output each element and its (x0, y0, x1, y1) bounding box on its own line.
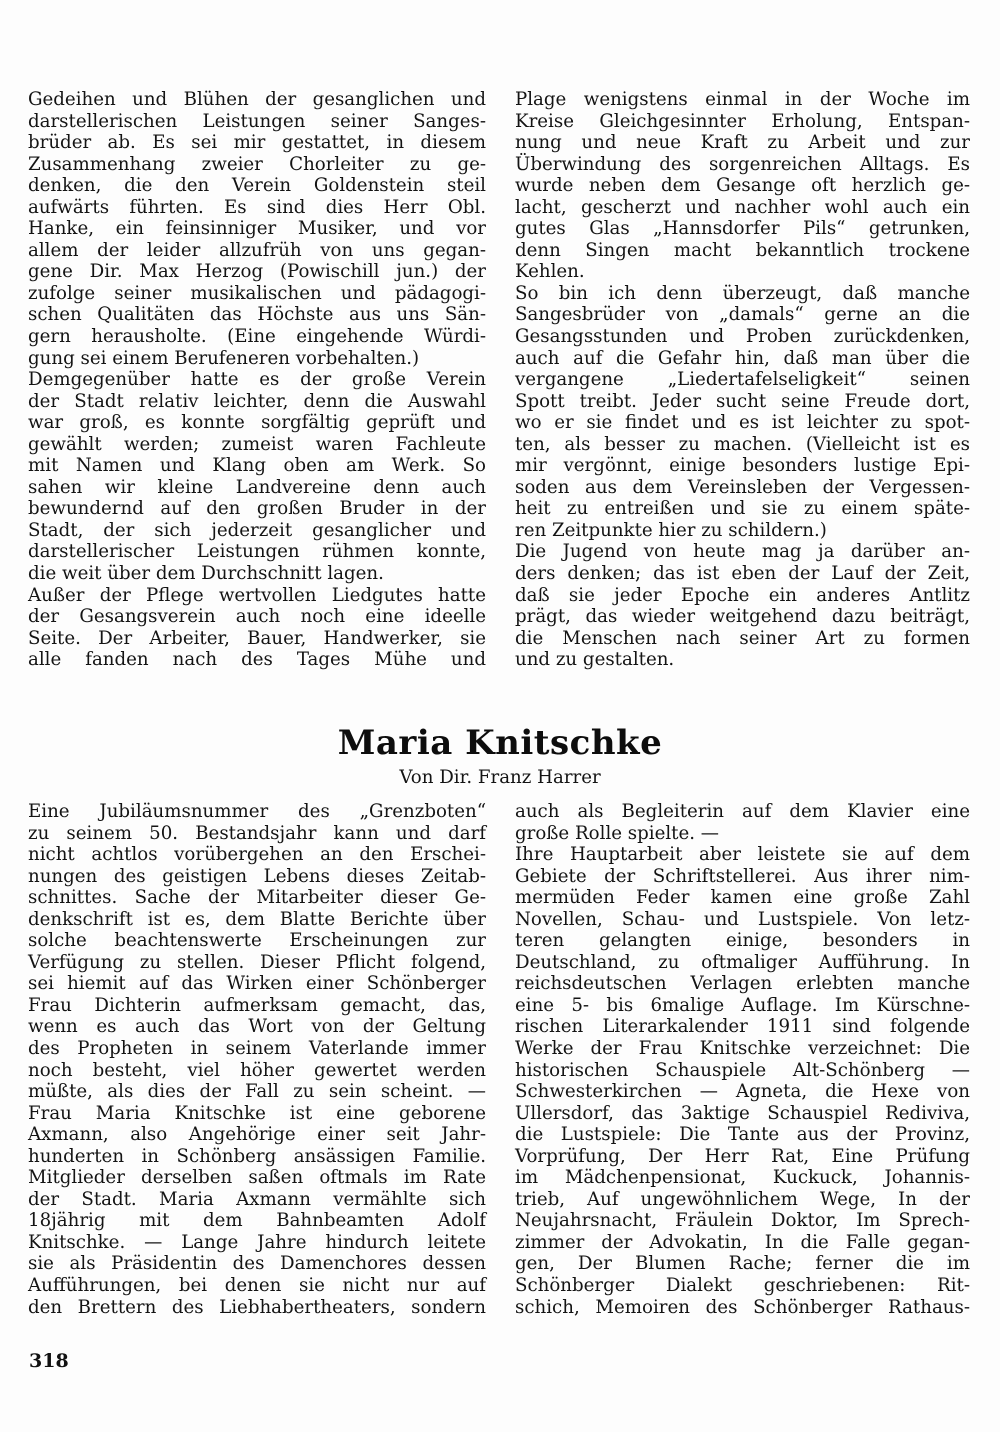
text-line: bewundernd auf den großen Bruder in der (28, 498, 486, 520)
text-line: die Menschen nach seiner Art zu formen (515, 627, 970, 649)
main-article-right-column (515, 801, 970, 1318)
text-line: Sangesbrüder von „damals“ gerne an die (515, 304, 970, 326)
text-line: Plage wenigstens einmal in der Woche im (515, 89, 970, 110)
text-line: daß sie jeder Epoche ein anderes Antlitz (515, 584, 970, 606)
text-line: nung und neue Kraft zu Arbeit und zur (515, 132, 970, 154)
text-line: lacht, gescherzt und nachher wohl auch ein (515, 196, 970, 218)
text-line: mermüden Feder kamen eine große Zahl (515, 887, 970, 909)
text-line: große Rolle spielte. — (515, 822, 719, 844)
text-line: auch als Begleiterin auf dem Klavier eine (515, 801, 970, 822)
text-line: Ihre Hauptarbeit aber leistete sie auf dem (515, 844, 970, 866)
text-line: sei hiemit auf das Wirken einer Schönberger (28, 973, 486, 995)
text-line: aufwärts führten. Es sind dies Herr Obl. (28, 196, 486, 218)
text-line: denkschrift ist es, dem Blatte Berichte über (28, 908, 486, 930)
text-line: So bin ich denn überzeugt, daß manche (515, 282, 970, 304)
text-line: der Stadt relativ leichter, denn die Auswahl (28, 390, 486, 412)
text-line: prägt, das wieder weitgehend dazu beiträgt, (515, 606, 970, 628)
text-line: sie als Präsidentin des Damenchores dessen (28, 1253, 486, 1275)
text-line: ten, als besser zu machen. (Vielleicht ist es (515, 433, 970, 455)
text-line: wurde neben dem Gesange oft herzlich ge- (515, 175, 970, 197)
text-line: schich, Memoiren des Schönberger Rathaus- (515, 1296, 970, 1318)
text-line: wo er sie findet und es ist leichter zu spot- (515, 412, 970, 434)
text-line: Stadt, der sich jederzeit gesanglicher und (28, 519, 486, 541)
text-line: mit Namen und Klang oben am Werk. So (28, 455, 486, 477)
text-line: zu seinem 50. Bestandsjahr kann und darf (28, 822, 486, 844)
text-line: gutes Glas „Hannsdorfer Pils“ getrunken, (515, 218, 970, 240)
text-line: Mitglieder derselben saßen oftmals im Rate (28, 1167, 486, 1189)
text-line: allem der leider allzufrüh von uns gegan- (28, 239, 486, 261)
text-line: Neujahrsnacht, Fräulein Doktor, Im Sprech- (515, 1210, 970, 1232)
text-line: Knitschke. — Lange Jahre hindurch leitete (28, 1231, 486, 1253)
text-line: ders denken; das ist eben der Lauf der Zeit, (515, 563, 970, 585)
text-line: brüder ab. Es sei mir gestattet, in diesem (28, 132, 486, 154)
text-line: Schwesterkirchen — Agneta, die Hexe von (515, 1081, 970, 1103)
text-line: eine 5- bis 6malige Auflage. Im Kürschne- (515, 994, 970, 1016)
text-line: trieb, Auf ungewöhnlichem Wege, In der (515, 1188, 970, 1210)
text-line: heit zu entreißen und sie zu einem späte- (515, 498, 970, 520)
text-line: die weit über dem Durchschnitt lagen. (28, 563, 384, 585)
text-line: vergangene „Liedertafelseligkeit“ seinen (515, 369, 970, 391)
text-line: gern herausholte. (Eine eingehende Würdi- (28, 326, 486, 348)
text-line: solche beachtenswerte Erscheinungen zur (28, 930, 486, 952)
text-line: sahen wir kleine Landvereine denn auch (28, 476, 486, 498)
text-line: soden aus dem Vereinsleben der Vergessen- (515, 476, 970, 498)
text-line: war groß, es konnte sorgfältig geprüft und (28, 412, 486, 434)
text-line: Werke der Frau Knitschke verzeichnet: Die (515, 1038, 970, 1060)
text-line: Gedeihen und Blühen der gesanglichen und (28, 89, 486, 110)
text-line: Spott treibt. Jeder sucht seine Freude dort, (515, 390, 970, 412)
article-byline: Von Dir. Franz Harrer (399, 767, 601, 788)
text-line: Eine Jubiläumsnummer des „Grenzboten“ (28, 801, 486, 822)
text-line: teren gelangten einige, besonders in (515, 930, 970, 952)
text-line: Kehlen. (515, 261, 585, 283)
text-line: im Mädchenpensionat, Kuckuck, Johannis- (515, 1167, 970, 1189)
text-line: alle fanden nach des Tages Mühe und (28, 649, 486, 671)
text-line: des Propheten in seinem Vaterlande immer (28, 1038, 486, 1060)
text-line: gene Dir. Max Herzog (Powischill jun.) der (28, 261, 486, 283)
text-line: Verfügung zu stellen. Dieser Pflicht folgend, (28, 951, 486, 973)
text-line: gung sei einem Berufeneren vorbehalten.) (28, 347, 420, 369)
text-line: Aufführungen, bei denen sie nicht nur auf (28, 1275, 486, 1297)
text-line: wenn es auch das Wort von der Geltung (28, 1016, 486, 1038)
text-line: Kreise Gleichgesinnter Erholung, Entspan- (515, 110, 970, 132)
text-line: Schönberger Dialekt geschriebenen: Rit- (515, 1275, 970, 1297)
text-line: zimmer der Advokatin, In die Falle gegan- (515, 1231, 970, 1253)
text-line: 18jährig mit dem Bahnbeamten Adolf (28, 1210, 486, 1232)
text-line: noch besteht, viel höher gewertet werden (28, 1059, 486, 1081)
article-title: Maria Knitschke (337, 723, 663, 763)
main-article-left-column (28, 801, 486, 1318)
text-line: der Gesangsverein auch noch eine ideelle (28, 606, 486, 628)
text-line: schen Qualitäten das Höchste aus uns Sän- (28, 304, 486, 326)
text-line: Überwindung des sorgenreichen Alltags. Es (515, 153, 970, 175)
text-line: Hanke, ein feinsinniger Musiker, und vor (28, 218, 486, 240)
text-line: Gesangsstunden und Proben zurückdenken, (515, 326, 970, 348)
text-line: darstellerischer Leistungen rühmen konnte, (28, 541, 486, 563)
top-article-right-column (515, 89, 970, 671)
text-line: denken, die den Verein Goldenstein steil (28, 175, 486, 197)
text-line: nungen des geistigen Lebens dieses Zeitab- (28, 865, 486, 887)
text-line: schnittes. Sache der Mitarbeiter dieser Ge- (28, 887, 486, 909)
text-line: Demgegenüber hatte es der große Verein (28, 369, 486, 391)
text-line: mir vergönnt, einige besonders lustige Epi- (515, 455, 970, 477)
text-line: Außer der Pflege wertvollen Liedgutes hatte (28, 584, 486, 606)
text-line: Frau Dichterin aufmerksam gemacht, das, (28, 994, 486, 1016)
text-line: darstellerischen Leistungen seiner Sanges- (28, 110, 486, 132)
text-line: Ullersdorf, das 3aktige Schauspiel Rediviva, (515, 1102, 970, 1124)
page-number: 318 (29, 1350, 69, 1372)
text-line: gewählt werden; zumeist waren Fachleute (28, 433, 486, 455)
text-line: und zu gestalten. (515, 649, 675, 671)
top-article-left-column (28, 89, 486, 671)
text-line: historischen Schauspiele Alt-Schönberg — (515, 1059, 970, 1081)
text-line: Zusammenhang zweier Chorleiter zu ge- (28, 153, 486, 175)
text-line: ren Zeitpunkte hier zu schildern.) (515, 519, 827, 541)
text-line: denn Singen macht bekanntlich trockene (515, 239, 970, 261)
text-line: hunderten in Schönberg ansässigen Familie. (28, 1145, 486, 1167)
text-line: die Lustspiele: Die Tante aus der Provinz, (515, 1124, 970, 1146)
text-line: Gebiete der Schriftstellerei. Aus ihrer nim- (515, 865, 970, 887)
text-line: reichsdeutschen Verlagen erlebten manche (515, 973, 970, 995)
text-line: Vorprüfung, Der Herr Rat, Eine Prüfung (515, 1145, 970, 1167)
text-line: den Brettern des Liebhabertheaters, sondern (28, 1296, 486, 1318)
text-line: Deutschland, zu oftmaliger Aufführung. In (515, 951, 970, 973)
text-line: Seite. Der Arbeiter, Bauer, Handwerker, sie (28, 627, 486, 649)
text-line: müßte, als dies der Fall zu sein scheint. — (28, 1081, 486, 1103)
text-line: rischen Literarkalender 1911 sind folgende (515, 1016, 970, 1038)
text-line: Novellen, Schau- und Lustspiele. Von letz- (515, 908, 970, 930)
text-line: zufolge seiner musikalischen und pädagogi- (28, 282, 486, 304)
text-line: Die Jugend von heute mag ja darüber an- (515, 541, 970, 563)
text-line: auch auf die Gefahr hin, daß man über die (515, 347, 970, 369)
text-line: der Stadt. Maria Axmann vermählte sich (28, 1188, 486, 1210)
text-line: gen, Der Blumen Rache; ferner die im (515, 1253, 970, 1275)
text-line: Axmann, also Angehörige einer seit Jahr- (28, 1124, 486, 1146)
text-line: Frau Maria Knitschke ist eine geborene (28, 1102, 486, 1124)
text-line: nicht achtlos vorübergehen an den Erschei- (28, 844, 486, 866)
